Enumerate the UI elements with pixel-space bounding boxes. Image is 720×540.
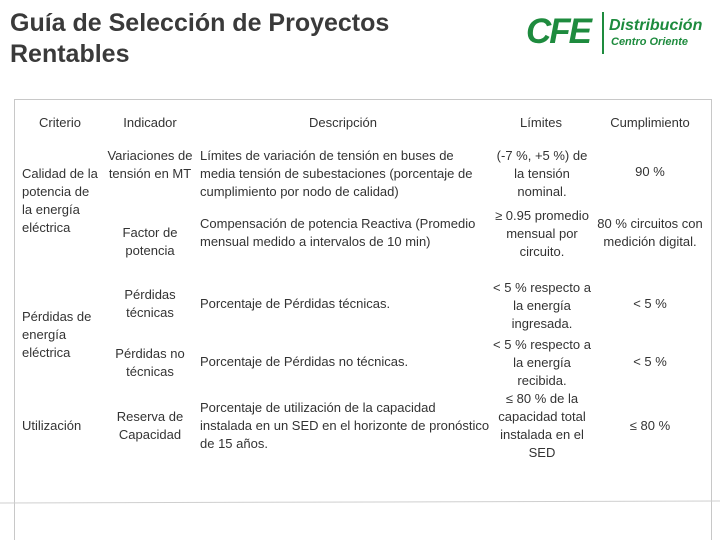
row-3-limites: < 5 % respecto a la energía ingresada.: [493, 280, 591, 331]
row-1-indicador: Variaciones de tensión en MT: [107, 148, 193, 181]
row-4-limites: < 5 % respecto a la energía recibida.: [493, 337, 591, 388]
row-3-cumplimiento: < 5 %: [633, 296, 667, 311]
bottom-decoration: [0, 470, 720, 540]
row-1-limites: (-7 %, +5 %) de la tensión nominal.: [496, 148, 588, 199]
header-descripcion: Descripción: [309, 115, 377, 130]
logo-subtitle: Centro Oriente: [611, 36, 689, 48]
criterio-perdidas: Pérdidas de energía eléctrica: [22, 309, 92, 360]
row-4-indicador: Pérdidas no técnicas: [115, 346, 185, 379]
logo-mark: CFE: [526, 12, 590, 51]
row-1-cumplimiento: 90 %: [635, 164, 665, 179]
header-criterio: Criterio: [39, 115, 81, 130]
title-line-1: Guía de Selección de Proyectos: [10, 9, 390, 37]
row-2-cumplimiento: 80 % circuitos con medición digital.: [597, 216, 703, 249]
row-2-descripcion: Compensación de potencia Reactiva (Promedio mensual medido a intervalos de 10 min): [200, 216, 476, 249]
header-indicador: Indicador: [123, 115, 177, 130]
row-5-descripcion: Porcentaje de utilización de la capacidad instalada en un SED en el horizonte de pronóstico de 15 años.: [200, 400, 490, 451]
row-5-cumplimiento: ≤ 80 %: [629, 418, 671, 433]
cfe-logo: [526, 6, 716, 58]
row-4-descripcion: Porcentaje de Pérdidas no técnicas.: [200, 354, 409, 369]
row-3-descripcion: Porcentaje de Pérdidas técnicas.: [200, 296, 391, 311]
row-4-cumplimiento: < 5 %: [633, 354, 667, 369]
row-5-limites: ≤ 80 % de la capacidad total instalada en el SED: [498, 391, 586, 460]
row-2-limites: ≥ 0.95 promedio mensual por circuito.: [495, 208, 589, 259]
criterio-utilizacion: Utilización: [22, 418, 82, 433]
header-limites: Límites: [520, 115, 562, 130]
logo-name: Distribución: [609, 17, 703, 34]
row-2-indicador: Factor de potencia: [122, 225, 178, 258]
row-3-indicador: Pérdidas técnicas: [124, 287, 176, 320]
header-cumplimiento: Cumplimiento: [610, 115, 690, 130]
page-title: [10, 8, 480, 70]
title-line-2: Rentables: [10, 40, 130, 68]
row-5-indicador: Reserva de Capacidad: [116, 409, 184, 442]
criterio-calidad: Calidad de la potencia de la energía eléctrica: [22, 166, 98, 235]
row-1-descripcion: Límites de variación de tensión en buses de media tensión de subestaciones (porcentaje de cumplimiento por nodo de calidad): [200, 148, 473, 199]
logo-divider: [602, 12, 604, 54]
